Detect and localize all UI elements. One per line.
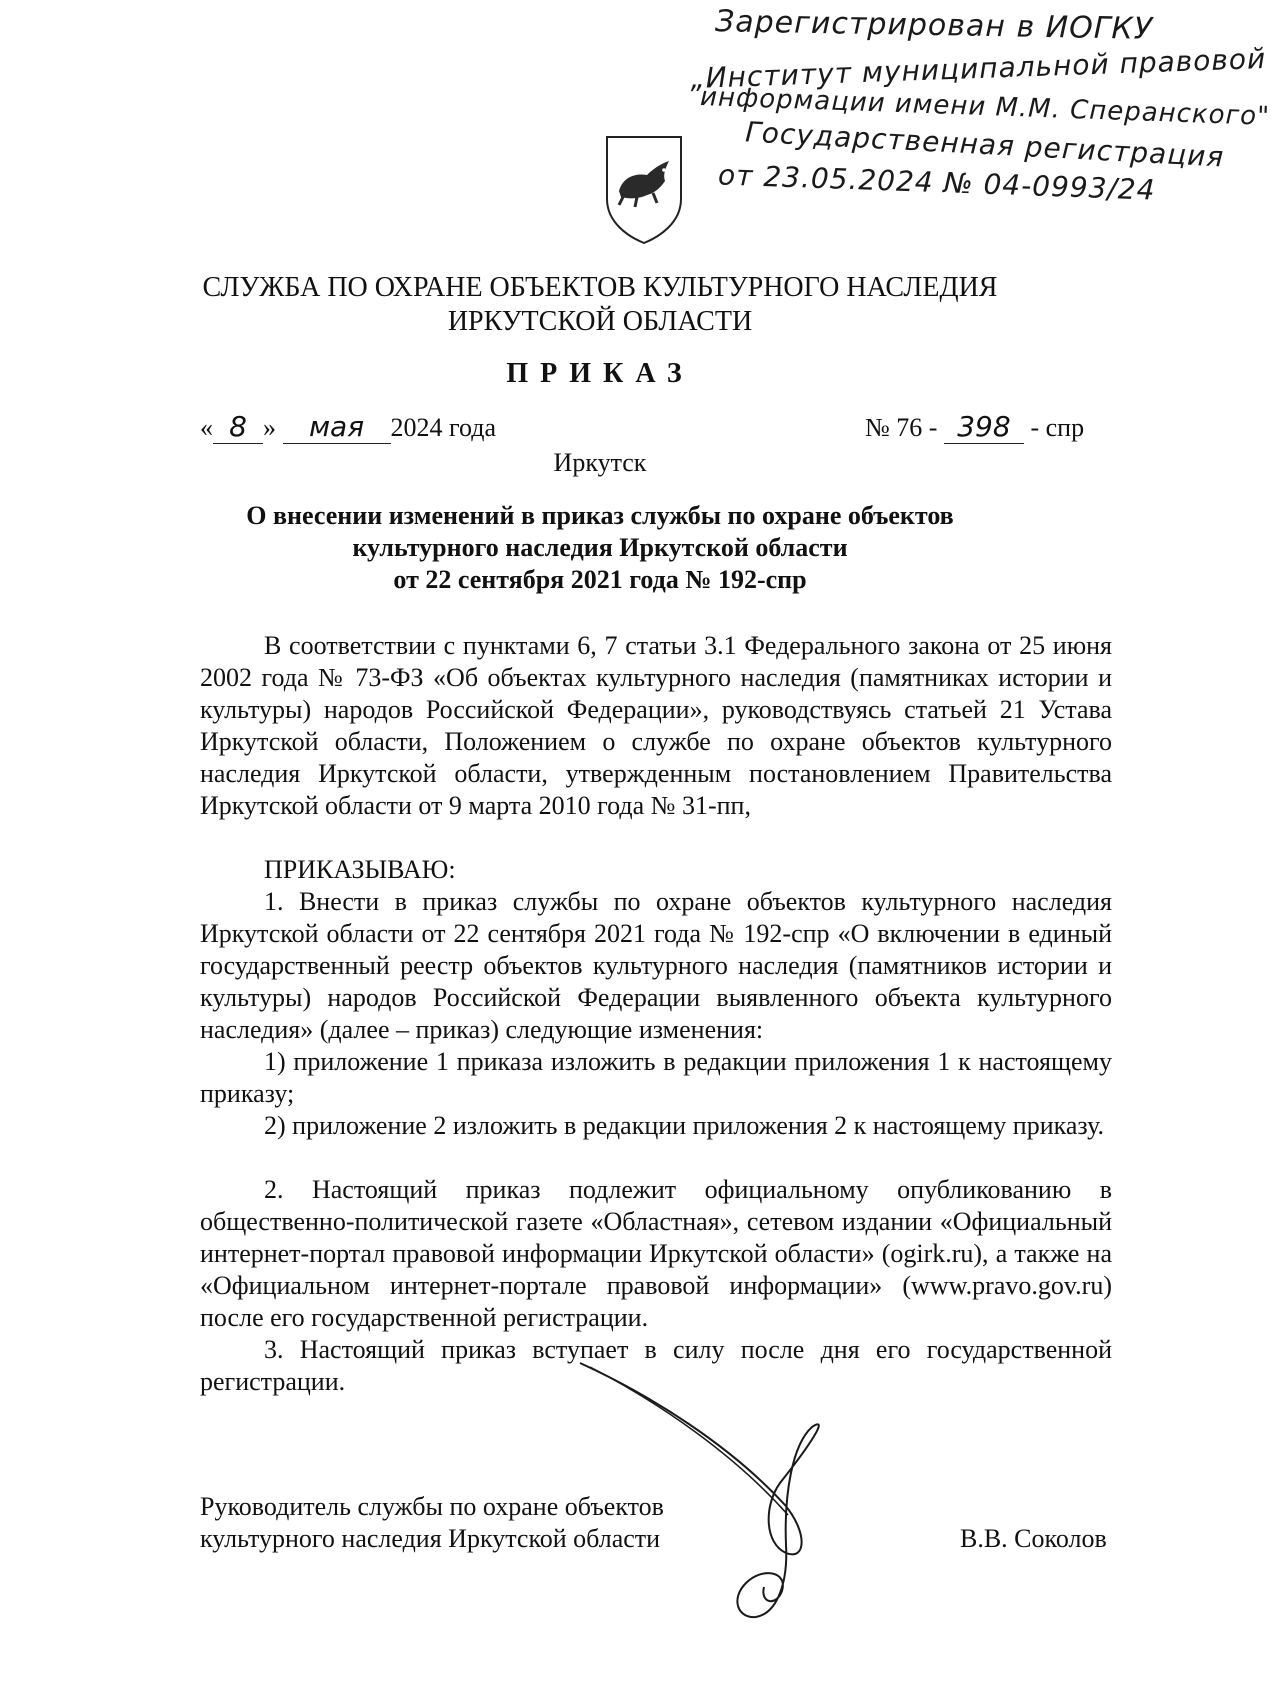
preamble-paragraph: В соответствии с пунктами 6, 7 статьи 3.1 Федерального закона от 25 июня 2002 года № 73-ФЗ «Об объектах культурного наследия (памятниках истории и культуры) народов Российской Федерации», руководствуясь статьей 21 Устава Иркутской области, Положением о службе по охране объектов культурного наследия Иркутской области, утвержденным постановлением Правительства Иркутской области от 9 марта 2010 года № 31-пп, (200, 631, 1112, 820)
date-month: мая (308, 410, 365, 443)
document-type: ПРИКАЗ (506, 358, 694, 389)
order-number-field (944, 410, 1024, 444)
order-number-prefix: № 76 - (865, 413, 938, 442)
coat-of-arms-icon (603, 133, 685, 245)
date-year: 2024 года (390, 413, 497, 442)
city: Иркутск (553, 448, 647, 477)
document-title-line-2: культурного наследия Иркутской области (352, 533, 848, 562)
registration-stamp-line-1: Зарегистрирован в ИОГКУ (714, 4, 1154, 47)
registration-stamp-line-4: Государственная регистрация (744, 115, 1226, 174)
document-title-line-3: от 22 сентября 2021 года № 192-спр (393, 565, 807, 594)
item-3-paragraph: 3. Настоящий приказ вступает в силу после дня его государственной регистрации. (200, 1335, 1112, 1396)
date-open-quote: « (200, 413, 213, 442)
item-2-paragraph: 2. Настоящий приказ подлежит официальному опубликованию в общественно-политической газете «Областная», сетевом издании «Официальный интернет-портал правовой информации Иркутской области» (ogirk.ru), а также на «Официальном интернет-портале правовой информации» (www.pravo.gov.ru) после его государственной регистрации. (200, 1175, 1112, 1332)
item-1-subitem-2: 2) приложение 2 изложить в редакции приложения 2 к настоящему приказу. (264, 1111, 1105, 1140)
signatory-position-line-2: культурного наследия Иркутской области (200, 1524, 661, 1553)
order-number-value: 398 (957, 410, 1011, 443)
organization-name-line-2: ИРКУТСКОЙ ОБЛАСТИ (447, 306, 753, 337)
signatory-position-line-1: Руководитель службы по охране объектов (200, 1492, 664, 1521)
date-close-quote: » (263, 413, 276, 442)
order-number (865, 410, 1084, 444)
order-date (200, 410, 496, 444)
registration-stamp-line-2: „Институт муниципальной правовой (689, 41, 1267, 96)
organization-name-line-1: СЛУЖБА ПО ОХРАНЕ ОБЪЕКТОВ КУЛЬТУРНОГО НАСЛЕДИЯ (202, 272, 998, 303)
signatory-name: В.В. Соколов (960, 1524, 1107, 1553)
order-number-suffix: - спр (1030, 413, 1085, 442)
date-day-field (213, 410, 263, 444)
date-day: 8 (229, 410, 247, 443)
item-1-paragraph: 1. Внести в приказ службы по охране объектов культурного наследия Иркутской области от 22 сентября 2021 года № 192-спр «О включении в единый государственный реестр объектов культурного наследия (памятников истории и культуры) народов Российской Федерации выявленного объекта культурного наследия» (далее – приказ) следующие изменения: (200, 887, 1112, 1044)
date-month-field (283, 410, 391, 444)
order-word: ПРИКАЗЫВАЮ: (264, 855, 456, 884)
registration-stamp-line-3: информации имени М.М. Сперанского" (699, 82, 1271, 132)
handwritten-signature (560, 1355, 860, 1635)
document-title-line-1: О внесении изменений в приказ службы по охране объектов (246, 501, 954, 530)
item-1-subitem-1: 1) приложение 1 приказа изложить в редакции приложения 1 к настоящему приказу; (200, 1047, 1112, 1108)
registration-stamp-line-5: от 23.05.2024 № 04-0993/24 (717, 158, 1157, 207)
